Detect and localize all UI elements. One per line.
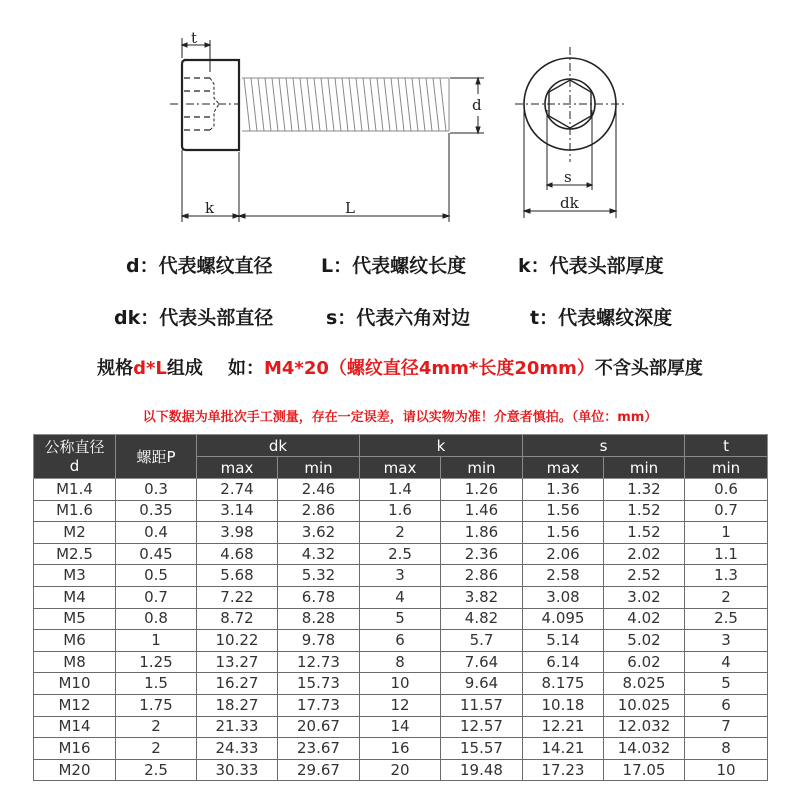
cell-dk-min: 4.32: [278, 543, 360, 565]
cell-dk-min: 17.73: [278, 694, 360, 716]
label-d: d: [472, 96, 482, 114]
legend-row-2: [0, 303, 800, 333]
table-row: [34, 500, 768, 522]
header-s: s: [523, 435, 685, 457]
label-k: k: [205, 199, 215, 217]
cell-pitch: 1.75: [116, 694, 197, 716]
cell-s-min: 2.02: [604, 543, 685, 565]
cell-d: M12: [34, 694, 116, 716]
cell-t-min: 1.3: [685, 565, 768, 587]
cell-s-max: 2.58: [523, 565, 604, 587]
screw-head-side-view: [182, 40, 239, 150]
cell-pitch: 2: [116, 738, 197, 760]
cell-t-min: 0.6: [685, 479, 768, 501]
cell-s-min: 2.52: [604, 565, 685, 587]
cell-s-max: 6.14: [523, 651, 604, 673]
table-row: [34, 694, 768, 716]
header-dk-min: min: [278, 457, 360, 479]
cell-d: M4: [34, 586, 116, 608]
cell-k-max: 8: [360, 651, 441, 673]
spec-prefix: 规格: [97, 358, 134, 379]
cell-k-max: 20: [360, 759, 441, 781]
table-header-row-1: [34, 435, 768, 457]
cell-k-min: 19.48: [441, 759, 523, 781]
cell-dk-max: 21.33: [197, 716, 278, 738]
cell-k-min: 15.57: [441, 738, 523, 760]
cell-pitch: 2: [116, 716, 197, 738]
cell-d: M5: [34, 608, 116, 630]
cell-dk-max: 10.22: [197, 630, 278, 652]
cell-dk-max: 2.74: [197, 479, 278, 501]
cell-pitch: 1.25: [116, 651, 197, 673]
label-t: t: [191, 29, 198, 47]
table-row: [34, 479, 768, 501]
cell-dk-max: 3.98: [197, 522, 278, 544]
cell-dk-max: 5.68: [197, 565, 278, 587]
cell-k-max: 2: [360, 522, 441, 544]
cell-dk-min: 9.78: [278, 630, 360, 652]
legend-s: s：代表六角对边: [326, 307, 471, 329]
cell-k-max: 1.6: [360, 500, 441, 522]
cell-dk-min: 15.73: [278, 673, 360, 695]
spec-middle: 组成 如：: [166, 358, 264, 379]
table-body: [34, 479, 768, 781]
cell-k-max: 3: [360, 565, 441, 587]
legend-t: t：代表螺纹深度: [530, 307, 673, 329]
cell-dk-min: 2.46: [278, 479, 360, 501]
cell-dk-min: 6.78: [278, 586, 360, 608]
cell-d: M14: [34, 716, 116, 738]
cell-pitch: 0.4: [116, 522, 197, 544]
cell-pitch: 0.35: [116, 500, 197, 522]
cell-k-min: 1.46: [441, 500, 523, 522]
cell-t-min: 2.5: [685, 608, 768, 630]
cell-dk-min: 29.67: [278, 759, 360, 781]
screw-spec-table: [33, 434, 768, 781]
table-row: [34, 716, 768, 738]
cell-d: M6: [34, 630, 116, 652]
cell-k-max: 1.4: [360, 479, 441, 501]
cell-dk-max: 30.33: [197, 759, 278, 781]
cell-t-min: 0.7: [685, 500, 768, 522]
cell-k-max: 12: [360, 694, 441, 716]
header-s-min: min: [604, 457, 685, 479]
cell-k-max: 5: [360, 608, 441, 630]
cell-t-min: 2: [685, 586, 768, 608]
cell-dk-max: 24.33: [197, 738, 278, 760]
cell-dk-max: 16.27: [197, 673, 278, 695]
table-row: [34, 738, 768, 760]
cell-s-max: 12.21: [523, 716, 604, 738]
cell-s-min: 1.52: [604, 522, 685, 544]
cell-pitch: 1.5: [116, 673, 197, 695]
table-row: [34, 673, 768, 695]
cell-t-min: 3: [685, 630, 768, 652]
cell-dk-max: 7.22: [197, 586, 278, 608]
cell-t-min: 4: [685, 651, 768, 673]
cell-d: M8: [34, 651, 116, 673]
cell-dk-max: 8.72: [197, 608, 278, 630]
cell-k-max: 6: [360, 630, 441, 652]
cell-t-min: 1.1: [685, 543, 768, 565]
cell-dk-min: 2.86: [278, 500, 360, 522]
legend-row-1: [0, 251, 800, 281]
cell-s-min: 3.02: [604, 586, 685, 608]
header-dk-max: max: [197, 457, 278, 479]
screw-thread-side-view: [242, 78, 449, 131]
cell-s-max: 17.23: [523, 759, 604, 781]
label-dk: dk: [560, 194, 579, 212]
cell-s-min: 10.025: [604, 694, 685, 716]
spec-example: M4*20（螺纹直径4mm*长度20mm）: [263, 358, 595, 379]
cell-k-min: 1.86: [441, 522, 523, 544]
cell-dk-max: 18.27: [197, 694, 278, 716]
header-nominal-diameter: 公称直径 d: [34, 435, 116, 479]
label-L: L: [345, 199, 355, 217]
header-dk: dk: [197, 435, 360, 457]
cell-s-min: 12.032: [604, 716, 685, 738]
cell-s-max: 3.08: [523, 586, 604, 608]
header-pitch: 螺距P: [116, 435, 197, 479]
legend-L: L：代表螺纹长度: [321, 255, 467, 277]
cell-d: M2.5: [34, 543, 116, 565]
header-s-max: max: [523, 457, 604, 479]
cell-t-min: 1: [685, 522, 768, 544]
cell-k-max: 16: [360, 738, 441, 760]
cell-pitch: 0.5: [116, 565, 197, 587]
cell-d: M10: [34, 673, 116, 695]
label-s: s: [564, 168, 572, 186]
legend-k: k：代表头部厚度: [518, 255, 664, 277]
cell-s-max: 14.21: [523, 738, 604, 760]
header-k: k: [360, 435, 523, 457]
cell-s-max: 2.06: [523, 543, 604, 565]
cell-s-min: 8.025: [604, 673, 685, 695]
cell-s-min: 6.02: [604, 651, 685, 673]
cell-s-max: 1.56: [523, 522, 604, 544]
table-row: [34, 608, 768, 630]
screw-head-end-view: [515, 47, 626, 218]
cell-d: M16: [34, 738, 116, 760]
screw-technical-drawing: [0, 0, 800, 235]
cell-d: M3: [34, 565, 116, 587]
cell-pitch: 0.45: [116, 543, 197, 565]
cell-s-max: 5.14: [523, 630, 604, 652]
cell-k-min: 4.82: [441, 608, 523, 630]
table-row: [34, 543, 768, 565]
table-row: [34, 565, 768, 587]
header-k-min: min: [441, 457, 523, 479]
cell-s-max: 1.56: [523, 500, 604, 522]
cell-pitch: 1: [116, 630, 197, 652]
cell-s-min: 1.32: [604, 479, 685, 501]
cell-dk-max: 13.27: [197, 651, 278, 673]
cell-dk-min: 12.73: [278, 651, 360, 673]
cell-k-max: 4: [360, 586, 441, 608]
cell-k-max: 10: [360, 673, 441, 695]
cell-t-min: 5: [685, 673, 768, 695]
cell-pitch: 0.7: [116, 586, 197, 608]
legend-d: d：代表螺纹直径: [126, 255, 273, 277]
cell-dk-min: 5.32: [278, 565, 360, 587]
cell-k-min: 1.26: [441, 479, 523, 501]
cell-dk-max: 3.14: [197, 500, 278, 522]
cell-k-min: 2.86: [441, 565, 523, 587]
cell-t-min: 6: [685, 694, 768, 716]
cell-k-min: 9.64: [441, 673, 523, 695]
cell-s-max: 8.175: [523, 673, 604, 695]
measurement-notice: 以下数据为单批次手工测量，存在一定误差，请以实物为准！介意者慎拍。（单位：mm）: [142, 410, 658, 425]
spec-formula: d*L: [133, 358, 167, 379]
cell-t-min: 8: [685, 738, 768, 760]
cell-k-min: 3.82: [441, 586, 523, 608]
header-k-max: max: [360, 457, 441, 479]
table-row: [34, 522, 768, 544]
header-t: t: [685, 435, 768, 457]
cell-pitch: 2.5: [116, 759, 197, 781]
cell-pitch: 0.8: [116, 608, 197, 630]
cell-k-min: 5.7: [441, 630, 523, 652]
cell-k-min: 12.57: [441, 716, 523, 738]
cell-d: M2: [34, 522, 116, 544]
cell-k-max: 2.5: [360, 543, 441, 565]
table-row: [34, 651, 768, 673]
table-row: [34, 759, 768, 781]
cell-t-min: 10: [685, 759, 768, 781]
cell-d: M20: [34, 759, 116, 781]
cell-pitch: 0.3: [116, 479, 197, 501]
cell-k-min: 11.57: [441, 694, 523, 716]
cell-k-max: 14: [360, 716, 441, 738]
cell-dk-min: 20.67: [278, 716, 360, 738]
cell-s-min: 14.032: [604, 738, 685, 760]
cell-s-min: 1.52: [604, 500, 685, 522]
cell-s-max: 10.18: [523, 694, 604, 716]
cell-dk-max: 4.68: [197, 543, 278, 565]
cell-d: M1.6: [34, 500, 116, 522]
table-row: [34, 586, 768, 608]
cell-d: M1.4: [34, 479, 116, 501]
cell-s-min: 4.02: [604, 608, 685, 630]
cell-dk-min: 3.62: [278, 522, 360, 544]
cell-s-max: 1.36: [523, 479, 604, 501]
cell-k-min: 7.64: [441, 651, 523, 673]
cell-dk-min: 8.28: [278, 608, 360, 630]
cell-s-max: 4.095: [523, 608, 604, 630]
header-t-min: min: [685, 457, 768, 479]
cell-dk-min: 23.67: [278, 738, 360, 760]
spec-description: [0, 354, 800, 380]
cell-t-min: 7: [685, 716, 768, 738]
spec-suffix: 不含头部厚度: [594, 358, 703, 379]
legend-dk: dk：代表头部直径: [114, 307, 274, 329]
table-row: [34, 630, 768, 652]
cell-s-min: 5.02: [604, 630, 685, 652]
cell-s-min: 17.05: [604, 759, 685, 781]
cell-k-min: 2.36: [441, 543, 523, 565]
